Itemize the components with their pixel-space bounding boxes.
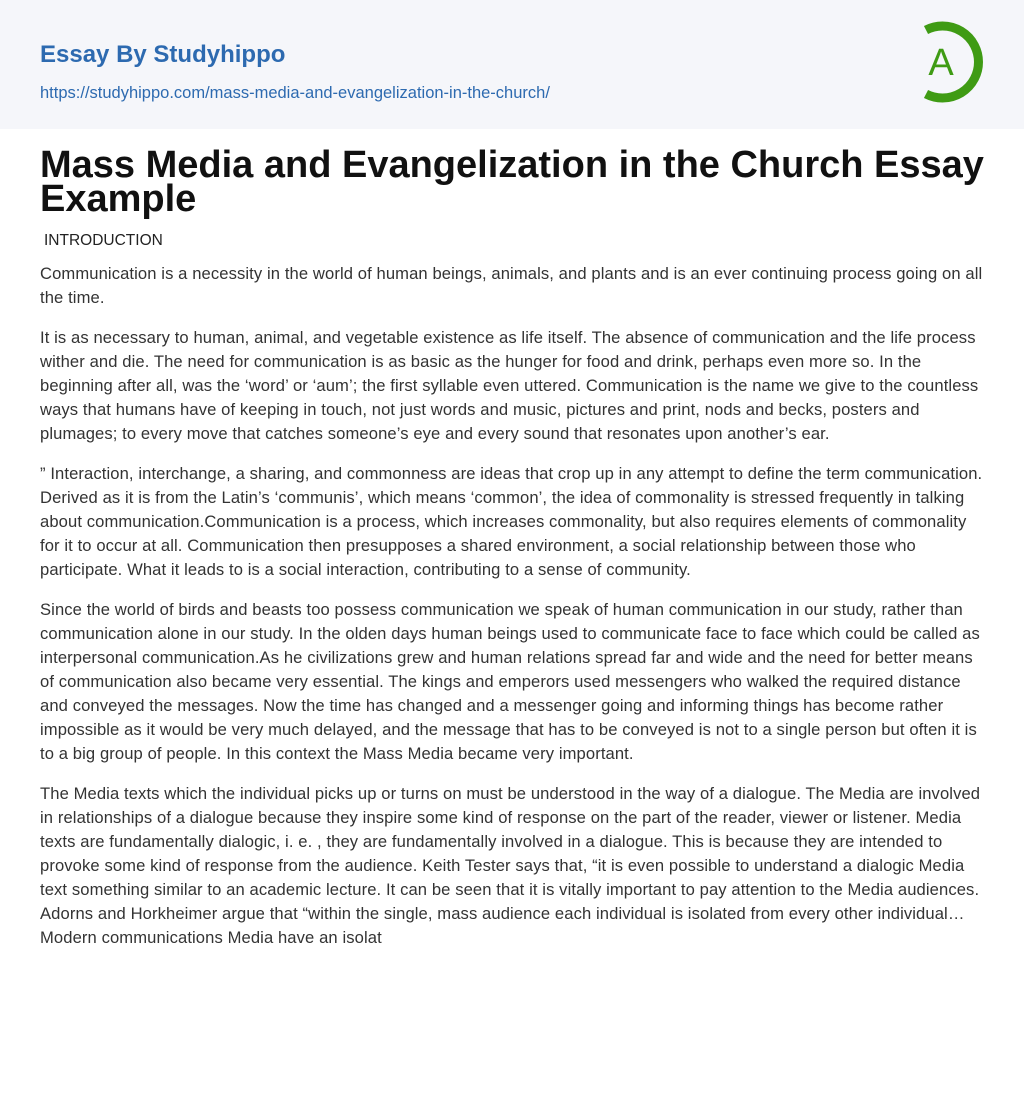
brand-name: Essay By Studyhippo (40, 41, 286, 68)
section-heading: INTRODUCTION (44, 232, 163, 249)
paragraph: ” Interaction, interchange, a sharing, and commonness are ideas that crop up in any attempt to define the term communication. Derived as it is from the Latin’s ‘communis’, which means ‘common’, the idea of commonality is stressed frequently in talking about communication.Communication is a process, which increases commonality, but also requires elements of commonality for it to occur at all. Communication then presupposes a shared environment, a social relationship between those who participate. What it leads to is a social interaction, contributing to a sense of community. (40, 464, 983, 579)
svg-text:A: A (928, 42, 954, 84)
site-header (0, 0, 1024, 129)
page-title: Mass Media and Evangelization in the Church Essay Example (40, 144, 984, 220)
essay-url-link[interactable]: https://studyhippo.com/mass-media-and-evangelization-in-the-church/ (40, 84, 550, 102)
studyhippo-logo-icon[interactable] (912, 20, 986, 104)
paragraph: It is as necessary to human, animal, and vegetable existence as life itself. The absence of communication and the life process wither and die. The need for communication is as basic as the hunger for food and drink, perhaps even more so. In the beginning after all, was the ‘word’ or ‘aum’; the first syllable even uttered. Communication is the name we give to the countless ways that humans have of keeping in touch, not just words and music, pictures and print, nods and becks, posters and plumages; to every move that catches someone’s eye and every sound that resonates upon another’s ear. (40, 328, 979, 443)
paragraph: Communication is a necessity in the world of human beings, animals, and plants and is an ever continuing process going on all the time. (40, 264, 983, 307)
paragraph: The Media texts which the individual picks up or turns on must be understood in the way of a dialogue. The Media are involved in relationships of a dialogue because they inspire some kind of response on the part of the reader, viewer or listener. Media texts are fundamentally dialogic, i. e. , they are fundamentally involved in a dialogue. This is because they are intended to provoke some kind of response from the audience. Keith Tester says that, “it is even possible to understand a dialogic Media text something similar to an academic lecture. It can be seen that it is vitally important to pay attention to the Media audiences. Adorns and Horkheimer argue that “within the single, mass audience each individual is isolated from every other individual…Modern communications Media have an isolat (40, 784, 981, 947)
paragraph: Since the world of birds and beasts too possess communication we speak of human communication in our study, rather than communication alone in our study. In the olden days human beings used to communicate face to face which could be called as interpersonal communication.As he civilizations grew and human relations spread far and wide and the need for better means of communication also became very essential. The kings and emperors used messengers who walked the required distance and conveyed the messages. Now the time has changed and a messenger going and informing things has become rather impossible as it would be very much delayed, and the message that has to be conveyed is not to a single person but often it is to a big group of people. In this context the Mass Media became very important. (40, 600, 980, 763)
article (0, 129, 1024, 950)
